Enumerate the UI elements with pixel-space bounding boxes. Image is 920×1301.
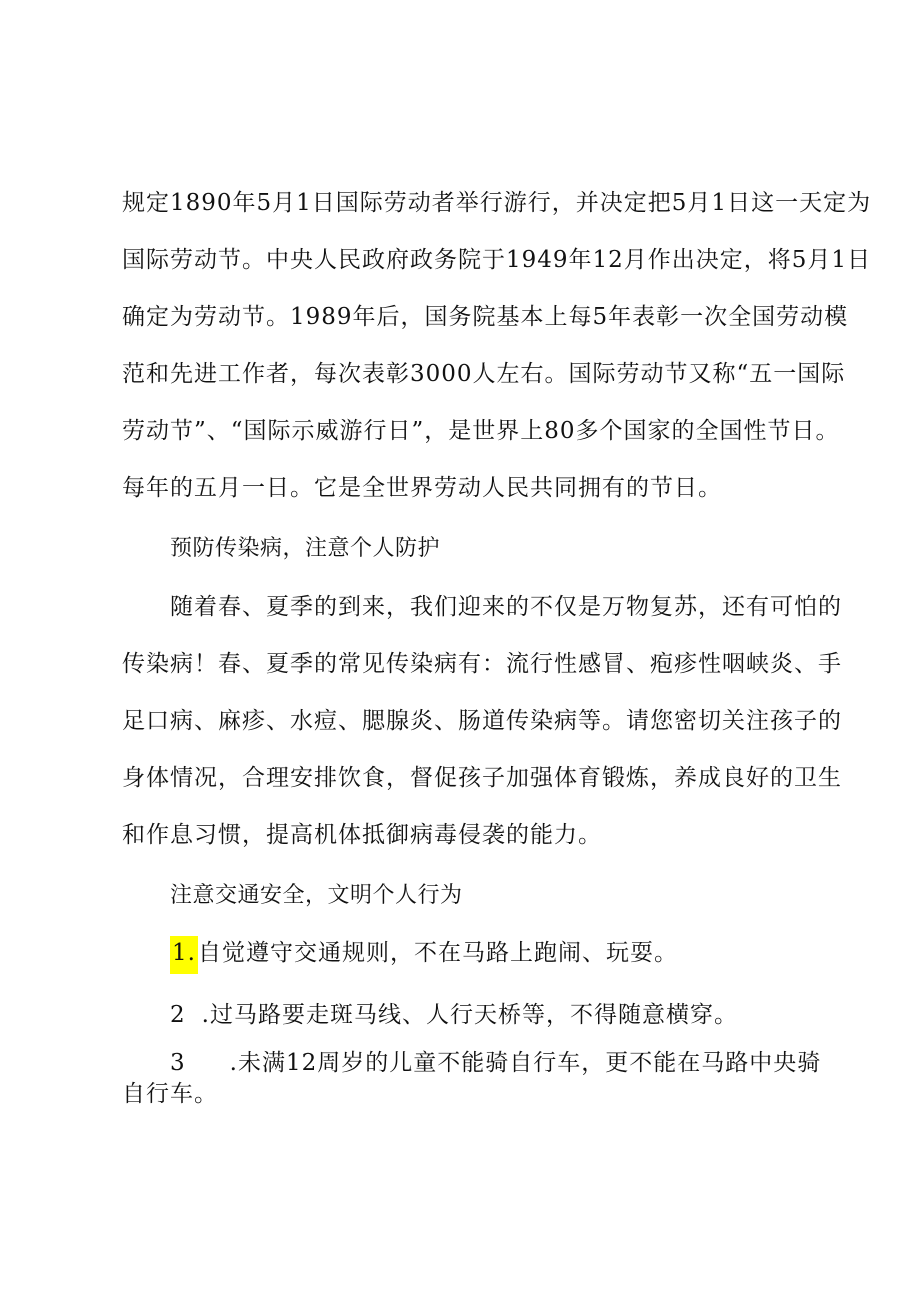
section-heading-disease: 预防传染病，注意个人防护 [170, 536, 441, 561]
list-item-number: 2 [170, 1002, 186, 1028]
paragraph-line: 范和先进工作者，每次表彰3000人左右。国际劳动节又称“五一国际 [122, 361, 846, 387]
paragraph-line: 每年的五月一日。它是全世界劳动人民共同拥有的节日。 [122, 475, 722, 501]
list-item-continuation: 自行车。 [122, 1081, 218, 1107]
list-item-text: .未满12周岁的儿童不能骑自行车，更不能在马路中央骑 [229, 1050, 822, 1076]
paragraph-line: 确定为劳动节。1989年后，国务院基本上每5年表彰一次全国劳动模 [122, 304, 849, 330]
list-item-number-highlighted: 1. [170, 936, 198, 974]
paragraph-line: 劳动节”、“国际示威游行日”，是世界上80多个国家的全国性节日。 [122, 418, 840, 444]
paragraph-line: 随着春、夏季的到来，我们迎来的不仅是万物复苏，还有可怕的 [170, 594, 842, 620]
list-item [170, 938, 678, 968]
list-item [170, 1000, 738, 1030]
paragraph-line: 身体情况，合理安排饮食，督促孩子加强体育锻炼，养成良好的卫生 [122, 765, 842, 791]
paragraph-line: 足口病、麻疹、水痘、腮腺炎、肠道传染病等。请您密切关注孩子的 [122, 708, 842, 734]
paragraph-line: 规定1890年5月1日国际劳动者举行游行，并决定把5月1日这一天定为 [122, 190, 872, 216]
list-item-text: 自觉遵守交通规则，不在马路上跑闹、玩耍。 [197, 940, 678, 966]
list-item-number: 3 [170, 1050, 186, 1076]
list-item-text: .过马路要走斑马线、人行天桥等，不得随意横穿。 [201, 1002, 738, 1028]
section-heading-traffic: 注意交通安全，文明个人行为 [170, 883, 463, 908]
paragraph-line: 传染病！春、夏季的常见传染病有：流行性感冒、疱疹性咽峡炎、手 [122, 651, 842, 677]
list-item [170, 1048, 821, 1078]
paragraph-line: 和作息习惯，提高机体抵御病毒侵袭的能力。 [122, 822, 602, 848]
paragraph-line: 国际劳动节。中央人民政府政务院于1949年12月作出决定，将5月1日 [122, 247, 872, 273]
